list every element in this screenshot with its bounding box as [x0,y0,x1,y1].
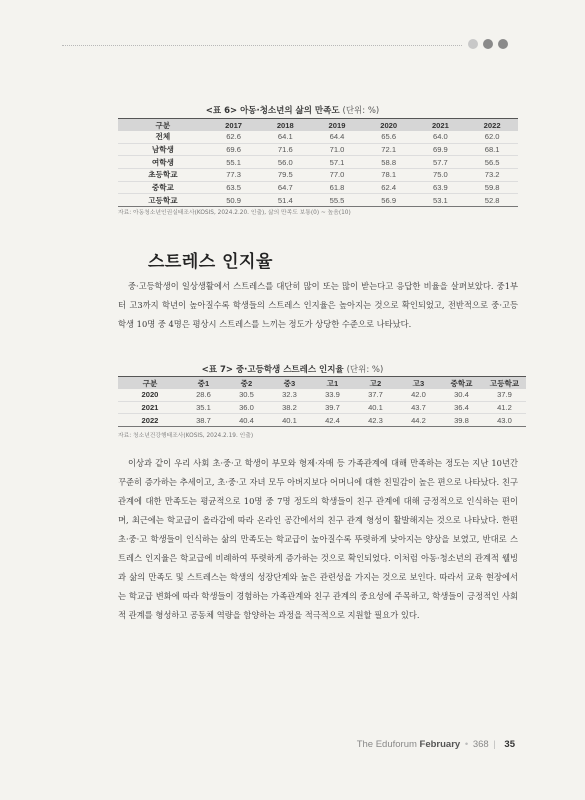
table1-cell: 64.1 [259,131,311,143]
table1-header-row [118,119,518,132]
table2-cell: 35.1 [182,401,225,414]
table2-cell: 36.0 [225,401,268,414]
table2-cell: 30.4 [440,389,483,401]
table1-source: 자료: 아동청소년인권실태조사(KOSIS, 2024.2.20. 인출), 삶의 만족도 보통(0) ~ 높음(10) [118,210,351,216]
table1-cell: 78.1 [363,169,415,182]
footer-month: February [419,739,461,750]
decor-dot-icon [483,39,493,49]
table1-cell: 64.4 [311,131,363,143]
table1-cell: 57.7 [415,156,467,169]
table2-cell: 39.8 [440,414,483,427]
table2-header-row [118,377,526,390]
table2-cell: 37.7 [354,389,397,401]
table2-header-cell: 중3 [268,377,311,390]
table1-cell: 50.9 [208,194,260,207]
table1-cell: 56.5 [466,156,518,169]
table2-cell: 33.9 [311,389,354,401]
table2-cell: 40.1 [354,401,397,414]
table2-cell: 36.4 [440,401,483,414]
decor-dot-icon [468,39,478,49]
table1-row-header: 고등학교 [118,194,208,207]
table2-cell: 42.0 [397,389,440,401]
table1-row-header: 남학생 [118,143,208,156]
table-row [118,414,526,427]
table1-cell: 61.8 [311,181,363,194]
table1-cell: 52.8 [466,194,518,207]
footer-separator: | [493,739,496,750]
table1-header-cell: 2018 [259,119,311,132]
table2-header-cell: 고등학교 [483,377,526,390]
footer-page-number: 35 [504,739,515,750]
table1-cell: 55.1 [208,156,260,169]
table-row [118,389,526,401]
table1-header-cell: 2017 [208,119,260,132]
table2-cell: 42.3 [354,414,397,427]
table1-cell: 56.9 [363,194,415,207]
table1-cell: 69.6 [208,143,260,156]
table1-caption-text: <표 6> 아동·청소년의 삶의 만족도 [205,106,340,116]
table2-header-cell: 고2 [354,377,397,390]
footer-magazine: The Eduforum [356,739,417,750]
table1-cell: 62.4 [363,181,415,194]
table2 [118,376,526,427]
page-footer [357,739,515,750]
footer-separator: • [464,739,469,750]
paragraph-2-text: 이상과 같이 우리 사회 초·중·고 학생이 부모와 형제·자매 등 가족관계에 대해 만족하는 정도는 지난 10년간 꾸준히 증가하는 추세이고, 초·중·고 자녀 모두 아버지보다 어머니에 대한 친밀감이 높은 편으로 나타났다. 친구 관계에 대한 만족도는 평균적으로 10명 중 7명 정도의 학생들이 친구 관계에 대해 긍정적으로 인식하는 편이며, 최근에는 학교급이 올라감에 따라 온라인 공간에서의 친구 관계 형성이 활발해지는 것으로 나타났다. 한편 초·중·고 학생들이 인식하는 삶의 만족도는 학교급이 높아질수록 뚜렷하게 낮아지는 양상을 보였고, 반대로 스트레스 인지율은 학교급에 비례하여 뚜렷하게 증가하는 것으로 확인되었다. 이처럼 아동·청소년의 관계적 웰빙과 삶의 만족도 및 스트레스는 학생의 성장단계와 높은 관련성을 가지는 것으로 보인다. 따라서 교육 현장에서는 학교급 변화에 따라 학생들이 경험하는 가족관계와 친구 관계의 중요성에 주목하고, 학생들이 긍정적인 사회적 관계를 형성하고 공동체 역량을 함양하는 과정을 적극적으로 지원할 필요가 있다. [118,458,518,620]
paragraph-1 [118,277,518,334]
table2-header-cell: 중1 [182,377,225,390]
table1-cell: 64.0 [415,131,467,143]
section-title: 스트레스 인지율 [148,252,273,272]
table-row [118,194,518,207]
table2-header-cell: 중학교 [440,377,483,390]
table1-row-header: 여학생 [118,156,208,169]
table1-body [118,131,518,207]
table2-cell: 37.9 [483,389,526,401]
table1-unit: (단위: %) [342,106,380,116]
table-row [118,169,518,182]
table2-cell: 30.5 [225,389,268,401]
table1-cell: 71.6 [259,143,311,156]
table2-caption [0,363,585,375]
table2-cell: 38.7 [182,414,225,427]
table2-row-header: 2020 [118,389,182,401]
table2-header-cell: 고1 [311,377,354,390]
table1-cell: 51.4 [259,194,311,207]
table-row [118,143,518,156]
table1-cell: 77.3 [208,169,260,182]
table1-cell: 71.0 [311,143,363,156]
table2-cell: 41.2 [483,401,526,414]
table1 [118,118,518,207]
table1-cell: 62.0 [466,131,518,143]
table2-source: 자료: 청소년건강행태조사(KOSIS, 2024.2.19. 인출) [118,433,254,439]
paragraph-1-text: 중·고등학생이 일상생활에서 스트레스를 대단히 많이 또는 많이 받는다고 응답한 비율을 살펴보았다. 중1부터 고3까지 학년이 높아질수록 학생들의 스트레스 인지율은 높아지는 것으로 확인되었고, 전반적으로 중·고등학생 10명 중 4명은 평상시 스트레스를 느끼는 정도가 상당한 수준으로 나타났다. [118,281,518,329]
table1-cell: 58.8 [363,156,415,169]
table2-cell: 44.2 [397,414,440,427]
table1-row-header: 초등학교 [118,169,208,182]
table2-cell: 28.6 [182,389,225,401]
table-row [118,131,518,143]
table1-cell: 53.1 [415,194,467,207]
table2-cell: 43.0 [483,414,526,427]
table1-cell: 56.0 [259,156,311,169]
table1-cell: 65.6 [363,131,415,143]
header-rule [62,45,462,46]
table2-cell: 39.7 [311,401,354,414]
table2-cell: 43.7 [397,401,440,414]
table2-unit: (단위: %) [346,365,384,375]
table1-cell: 62.6 [208,131,260,143]
table2-row-header: 2021 [118,401,182,414]
table1-cell: 77.0 [311,169,363,182]
table2-cell: 38.2 [268,401,311,414]
table2-body [118,389,526,427]
table1-row-header: 전체 [118,131,208,143]
table1-cell: 64.7 [259,181,311,194]
table1-header-cell: 2021 [415,119,467,132]
footer-issue: 368 [472,739,489,750]
table1-header-cell: 2022 [466,119,518,132]
header-dots [468,39,508,49]
table1-header-cell: 2020 [363,119,415,132]
table1-cell: 55.5 [311,194,363,207]
table2-header-cell: 고3 [397,377,440,390]
table2-header-cell: 구분 [118,377,182,390]
table2-cell: 32.3 [268,389,311,401]
table1-cell: 59.8 [466,181,518,194]
table-row [118,401,526,414]
table1-cell: 79.5 [259,169,311,182]
table1-caption [0,104,585,116]
table1-header-cell: 구분 [118,119,208,132]
table1-cell: 63.5 [208,181,260,194]
table-row [118,156,518,169]
table2-cell: 40.1 [268,414,311,427]
table2-header-cell: 중2 [225,377,268,390]
table2-cell: 42.4 [311,414,354,427]
table1-cell: 68.1 [466,143,518,156]
table2-row-header: 2022 [118,414,182,427]
paragraph-2 [118,454,518,625]
table1-row-header: 중학교 [118,181,208,194]
table1-cell: 57.1 [311,156,363,169]
table1-header-cell: 2019 [311,119,363,132]
table2-caption-text: <표 7> 중·고등학생 스트레스 인지율 [201,365,344,375]
table1-cell: 69.9 [415,143,467,156]
decor-dot-icon [498,39,508,49]
table-row [118,181,518,194]
table1-cell: 73.2 [466,169,518,182]
table1-cell: 72.1 [363,143,415,156]
table1-cell: 63.9 [415,181,467,194]
table1-cell: 75.0 [415,169,467,182]
table2-cell: 40.4 [225,414,268,427]
